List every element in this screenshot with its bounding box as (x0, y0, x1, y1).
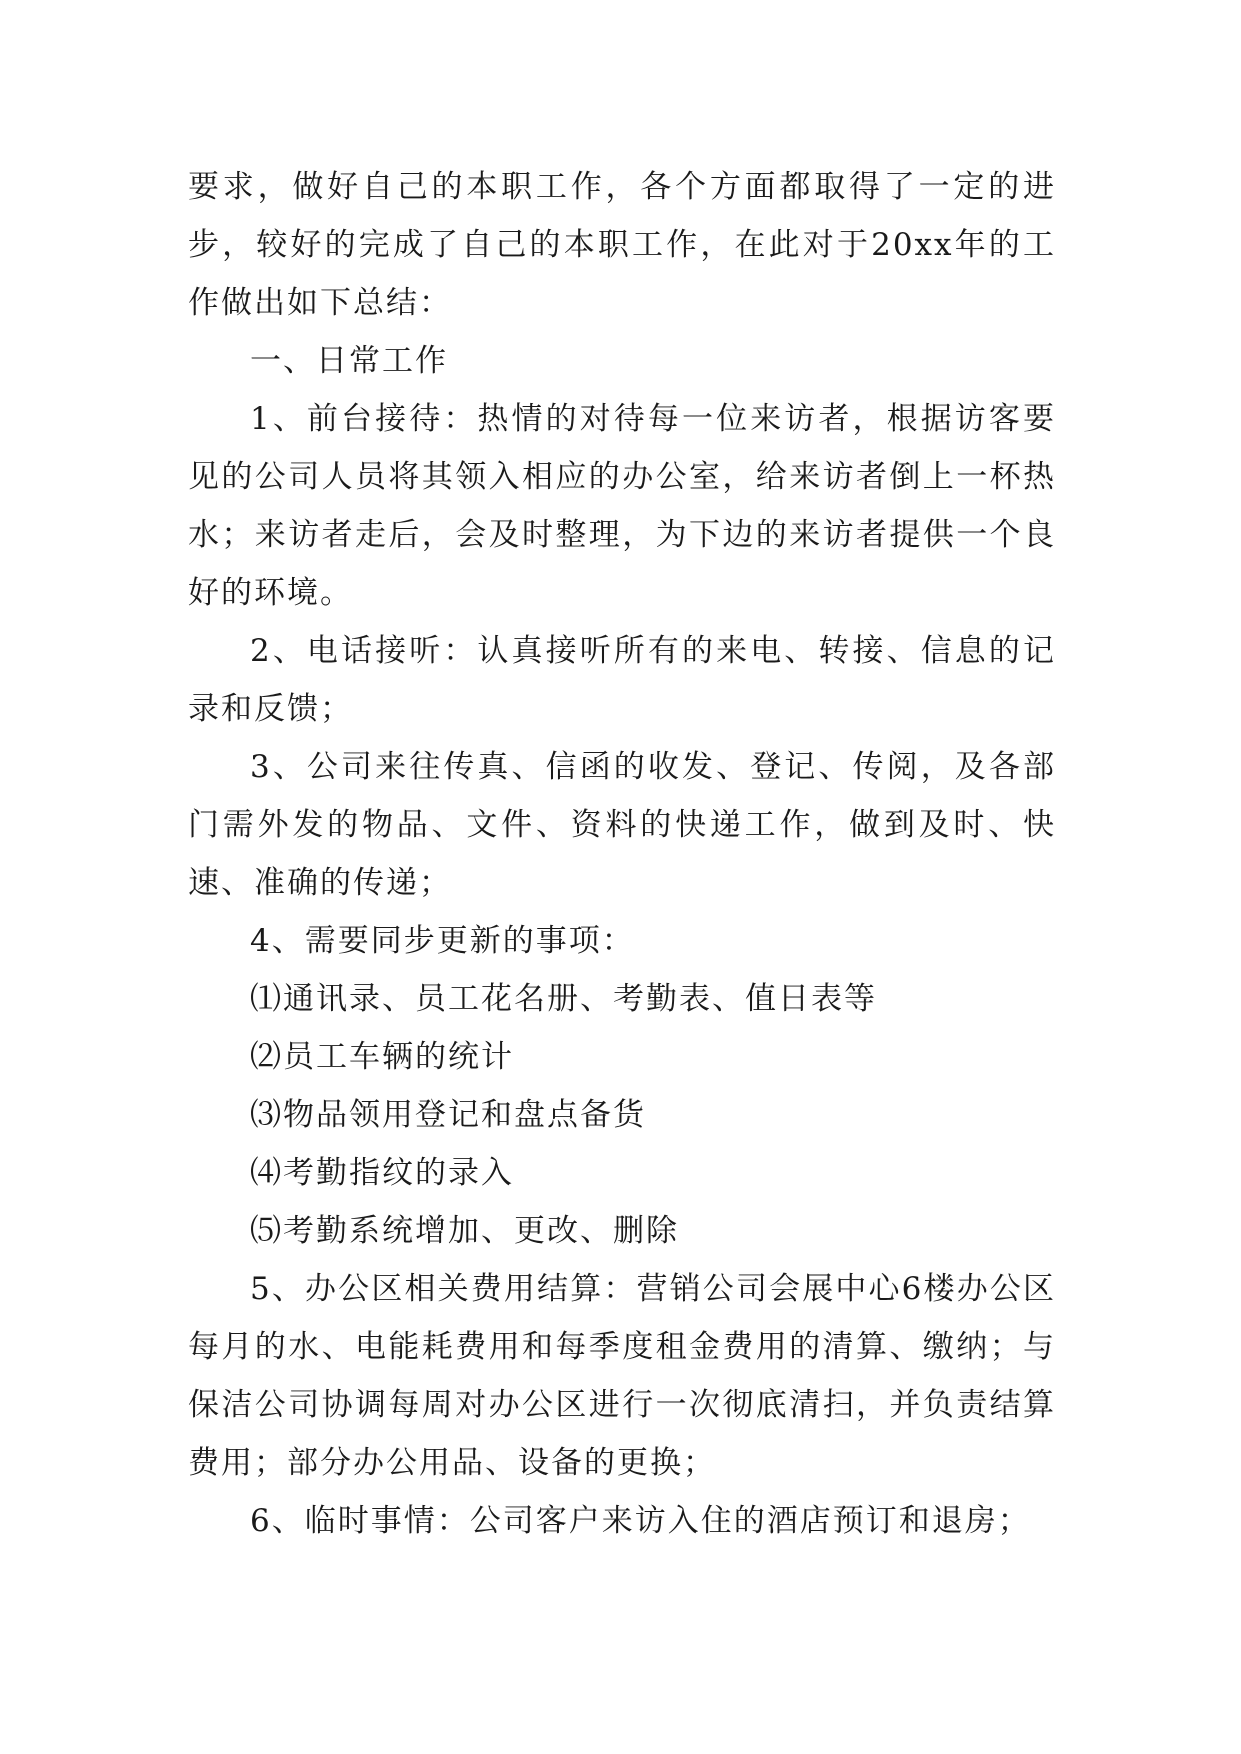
paragraph-reception: 1、前台接待：热情的对待每一位来访者，根据访客要见的公司人员将其领入相应的办公室，给来访者倒上一杯热水；来访者走后，会及时整理，为下边的来访者提供一个良好的环境。 (188, 401, 1056, 611)
paragraph-sync-items: 4、需要同步更新的事项： (250, 923, 635, 959)
list-item-directory: ⑴通讯录、员工花名册、考勤表、值日表等 (250, 981, 877, 1017)
list-item-supplies: ⑶物品领用登记和盘点备货 (250, 1097, 646, 1133)
paragraph-temporary-matters: 6、临时事情：公司客户来访入住的酒店预订和退房； (250, 1503, 1031, 1539)
paragraph-fax-mail: 3、公司来往传真、信函的收发、登记、传阅，及各部门需外发的物品、文件、资料的快递工作，做到及时、快速、准确的传递； (188, 749, 1056, 901)
list-item-attendance-system: ⑸考勤系统增加、更改、删除 (250, 1213, 679, 1249)
section-heading-daily-work: 一、日常工作 (250, 343, 448, 379)
document-body (188, 158, 1056, 1550)
paragraph-office-fees: 5、办公区相关费用结算：营销公司会展中心6楼办公区每月的水、电能耗费用和每季度租金费用的清算、缴纳；与保洁公司协调每周对办公区进行一次彻底清扫，并负责结算费用；部分办公用品、设备的更换； (188, 1271, 1056, 1481)
list-item-vehicles: ⑵员工车辆的统计 (250, 1039, 514, 1075)
list-item-fingerprint: ⑷考勤指纹的录入 (250, 1155, 514, 1191)
paragraph-phone: 2、电话接听：认真接听所有的来电、转接、信息的记录和反馈； (188, 633, 1056, 727)
paragraph-intro: 要求，做好自己的本职工作，各个方面都取得了一定的进步，较好的完成了自己的本职工作，在此对于20xx年的工作做出如下总结： (188, 169, 1056, 321)
